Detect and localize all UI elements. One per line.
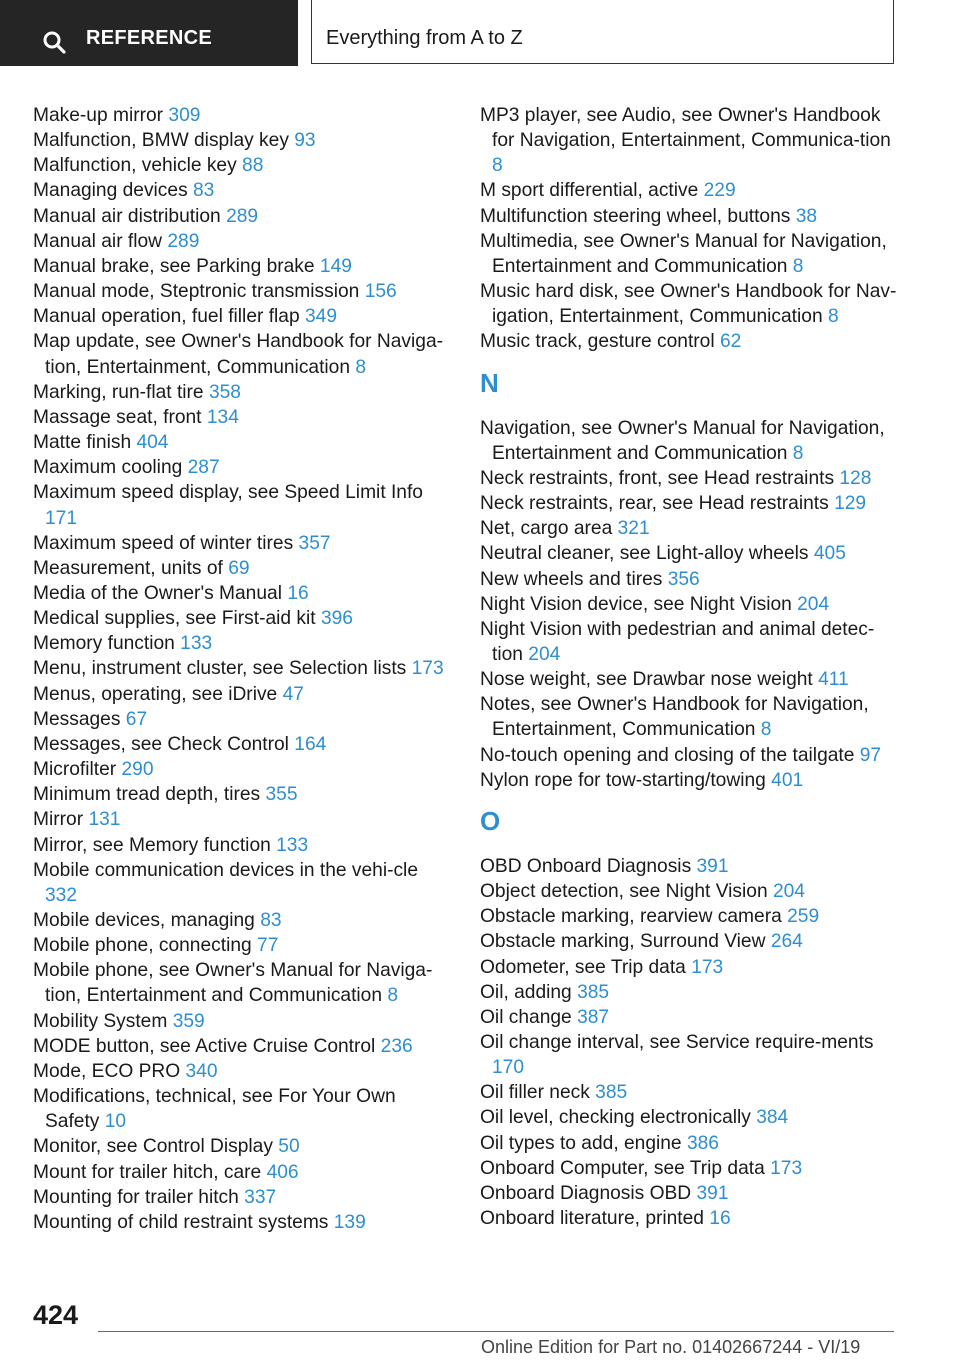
entry-text: Managing devices <box>33 180 188 202</box>
entry-text: Malfunction, BMW display key <box>33 130 289 152</box>
page-reference-link[interactable]: 264 <box>770 931 803 953</box>
page-reference-link[interactable]: 406 <box>266 1161 299 1183</box>
entry-text: Mobility System <box>33 1010 168 1032</box>
page-reference-link[interactable]: 83 <box>193 180 215 202</box>
entry-text: Modifications, technical, see For Your Own Safety <box>33 1086 396 1133</box>
index-entry <box>480 743 900 768</box>
section-title-box <box>311 0 894 64</box>
index-entry <box>33 933 453 958</box>
entry-text: Mobile devices, managing <box>33 910 255 931</box>
entry-text: Neck restraints, front, see Head restraints <box>480 467 835 489</box>
entry-text: Maximum cooling <box>33 457 183 479</box>
page-reference-link[interactable]: 171 <box>45 507 78 529</box>
index-entry <box>480 980 900 1005</box>
page-reference-link[interactable]: 289 <box>226 205 259 227</box>
entry-text: No-touch opening and closing of the tailgate <box>480 744 855 766</box>
index-entry <box>33 958 453 1008</box>
index-entry <box>33 304 453 329</box>
page-reference-link[interactable]: 287 <box>187 457 220 479</box>
index-entry <box>33 329 453 379</box>
index-entry <box>33 631 453 656</box>
page-reference-link[interactable]: 349 <box>305 306 338 328</box>
index-entry <box>33 858 453 908</box>
index-entry <box>33 531 453 556</box>
entry-text: Nose weight, see Drawbar nose weight <box>480 669 813 691</box>
entry-text: Monitor, see Control Display <box>33 1136 273 1158</box>
entry-text: Menu, instrument cluster, see Selection lists <box>33 658 407 680</box>
page-reference-link[interactable]: 170 <box>492 1057 525 1079</box>
index-entry <box>33 732 453 757</box>
entry-text: Oil change <box>480 1006 572 1028</box>
entry-text: Onboard literature, printed <box>480 1208 704 1230</box>
index-entry <box>33 682 453 707</box>
page-reference-link[interactable]: 290 <box>121 759 154 781</box>
page-reference-link[interactable]: 139 <box>333 1211 366 1233</box>
page-reference-link[interactable]: 309 <box>168 105 201 126</box>
index-column-left <box>33 103 453 1235</box>
index-entry <box>33 1034 453 1059</box>
entry-text: Oil types to add, engine <box>480 1132 682 1154</box>
page-reference-link[interactable]: 47 <box>282 683 304 705</box>
entry-text: Obstacle marking, rearview camera <box>480 906 782 928</box>
entry-text: Mobile phone, connecting <box>33 935 252 957</box>
page-reference-link[interactable]: 97 <box>859 744 882 766</box>
index-entry <box>480 854 900 879</box>
entry-text: Manual operation, fuel filler flap <box>33 306 300 328</box>
entry-text: Net, cargo area <box>480 518 613 540</box>
entry-text: Onboard Diagnosis OBD <box>480 1182 692 1204</box>
index-entry <box>480 229 900 279</box>
entry-text: Mounting for trailer hitch <box>33 1186 239 1208</box>
entry-text: Map update, see Owner's Handbook for Naviga-tion, Entertainment, Communication <box>33 331 444 378</box>
entry-text: Maximum speed of winter tires <box>33 532 294 554</box>
entry-text: Manual mode, Steptronic transmission <box>33 281 360 303</box>
index-entry <box>33 405 453 430</box>
page-reference-link[interactable]: 357 <box>298 532 331 554</box>
entry-text: Mirror, see Memory function <box>33 834 271 856</box>
entry-text: Obstacle marking, Surround View <box>480 931 766 953</box>
index-entry <box>33 782 453 807</box>
index-entry <box>480 178 900 203</box>
index-letter-o: O <box>480 805 501 836</box>
index-entry <box>33 254 453 279</box>
index-entry <box>33 178 453 203</box>
entry-text: M sport differential, active <box>480 180 699 202</box>
page-reference-link[interactable]: 10 <box>104 1111 127 1133</box>
page-reference-link[interactable]: 391 <box>696 855 729 877</box>
index-entry <box>33 204 453 229</box>
index-entry <box>33 380 453 405</box>
entry-text: Manual air flow <box>33 230 163 252</box>
index-entry <box>480 279 900 329</box>
edition-note: Online Edition for Part no. 01402667244 - VI/19 <box>481 1337 861 1357</box>
page-reference-link[interactable]: 204 <box>528 643 561 665</box>
index-column-right <box>480 103 900 1231</box>
page-reference-link[interactable]: 332 <box>45 884 78 906</box>
entry-text: Microfilter <box>33 759 117 781</box>
entry-text: Messages, see Check Control <box>33 733 289 755</box>
page-reference-link[interactable]: 387 <box>577 1006 610 1028</box>
page-reference-link[interactable]: 340 <box>185 1060 218 1082</box>
entry-text: Measurement, units of <box>33 557 223 579</box>
page-reference-link[interactable]: 8 <box>355 356 367 378</box>
index-entry <box>480 929 900 954</box>
index-entry <box>480 541 900 566</box>
entry-text: OBD Onboard Diagnosis <box>480 855 692 877</box>
index-entry <box>33 1134 453 1159</box>
entry-text: Music hard disk, see Owner's Handbook for Nav-igation, Entertainment, Communication <box>480 281 897 328</box>
index-entry <box>480 329 900 354</box>
page-reference-link[interactable]: 204 <box>772 881 805 903</box>
index-entry <box>33 229 453 254</box>
page-reference-link[interactable]: 236 <box>380 1035 413 1057</box>
index-entry <box>33 908 453 933</box>
index-entry <box>33 480 453 530</box>
page-reference-link[interactable]: 385 <box>595 1082 628 1104</box>
entry-text: Neutral cleaner, see Light-alloy wheels <box>480 543 809 565</box>
index-entry <box>33 1210 453 1235</box>
index-entry <box>33 279 453 304</box>
entry-text: Marking, run-flat tire <box>33 381 204 403</box>
reference-label: REFERENCE <box>86 27 213 49</box>
page-reference-link[interactable]: 391 <box>696 1182 729 1204</box>
entry-text: Oil change interval, see Service require-ments <box>480 1032 874 1053</box>
entry-text: Oil, adding <box>480 981 572 1003</box>
page-reference-link[interactable]: 38 <box>795 205 818 227</box>
search-icon <box>42 30 66 54</box>
index-entry <box>480 692 900 742</box>
page-reference-link[interactable]: 8 <box>792 442 804 464</box>
index-entry <box>480 1131 900 1156</box>
page-reference-link[interactable]: 401 <box>771 769 804 791</box>
entry-text: Multifunction steering wheel, buttons <box>480 205 791 227</box>
index-entry <box>33 556 453 581</box>
page-reference-link[interactable]: 149 <box>319 255 352 277</box>
entry-text: Massage seat, front <box>33 406 202 428</box>
index-entry <box>480 516 900 541</box>
page-reference-link[interactable]: 337 <box>244 1186 277 1208</box>
entry-text: Odometer, see Trip data <box>480 956 686 978</box>
page-reference-link[interactable]: 384 <box>756 1107 789 1129</box>
index-entry <box>480 955 900 980</box>
page-reference-link[interactable]: 405 <box>813 543 846 565</box>
section-title: Everything from A to Z <box>326 27 523 49</box>
page-reference-link[interactable]: 16 <box>287 582 309 604</box>
page-reference-link[interactable]: 229 <box>703 180 736 202</box>
index-entry <box>480 768 900 793</box>
page-reference-link[interactable]: 8 <box>827 306 839 328</box>
page-reference-link[interactable]: 131 <box>88 809 121 831</box>
page-number: 424 <box>33 1300 79 1330</box>
entry-text: Neck restraints, rear, see Head restraints <box>480 493 829 515</box>
index-entry <box>33 153 453 178</box>
entry-text: MP3 player, see Audio, see Owner's Handbook for Navigation, Entertainment, Communica-tion <box>480 105 891 152</box>
entry-text: Mobile communication devices in the vehi-cle <box>33 859 418 881</box>
page-reference-link[interactable]: 358 <box>208 381 241 403</box>
page-reference-link[interactable]: 16 <box>709 1208 731 1230</box>
index-entry <box>480 1105 900 1130</box>
entry-text: Medical supplies, see First-aid kit <box>33 608 316 630</box>
index-entry <box>480 103 900 178</box>
index-entry <box>33 656 453 681</box>
page-reference-link[interactable]: 359 <box>172 1010 205 1032</box>
entry-text: Malfunction, vehicle key <box>33 155 237 177</box>
entry-text: Object detection, see Night Vision <box>480 881 768 903</box>
page-reference-link[interactable]: 164 <box>294 733 327 755</box>
index-entry <box>480 1005 900 1030</box>
index-entry <box>33 128 453 153</box>
entry-text: MODE button, see Active Cruise Control <box>33 1035 376 1057</box>
index-entry <box>480 491 900 516</box>
index-entry <box>480 592 900 617</box>
entry-text: Music track, gesture control <box>480 331 715 353</box>
entry-text: Messages <box>33 708 121 730</box>
page-reference-link[interactable]: 204 <box>797 593 830 615</box>
page-reference-link[interactable]: 93 <box>294 130 316 152</box>
index-entry <box>33 103 453 128</box>
page-reference-link[interactable]: 83 <box>260 910 282 931</box>
page-reference-link[interactable]: 356 <box>667 568 700 590</box>
page-reference-link[interactable]: 129 <box>834 493 867 515</box>
index-entry <box>480 1206 900 1231</box>
index-entry <box>33 1084 453 1134</box>
page-reference-link[interactable]: 62 <box>719 331 742 353</box>
index-entry <box>33 833 453 858</box>
entry-text: Onboard Computer, see Trip data <box>480 1157 765 1179</box>
page-reference-link[interactable]: 133 <box>276 834 309 856</box>
index-entry <box>480 567 900 592</box>
page-reference-link[interactable]: 8 <box>387 985 399 1007</box>
page-reference-link[interactable]: 67 <box>125 708 148 730</box>
page-reference-link[interactable]: 156 <box>364 281 397 303</box>
entry-text: Night Vision device, see Night Vision <box>480 593 792 615</box>
index-entry <box>33 1185 453 1210</box>
entry-text: New wheels and tires <box>480 568 663 590</box>
page-reference-link[interactable]: 50 <box>278 1136 300 1158</box>
index-entry <box>33 581 453 606</box>
entry-text: Matte finish <box>33 432 132 454</box>
index-group-n <box>480 416 900 793</box>
page-reference-link[interactable]: 128 <box>839 467 872 489</box>
index-entry <box>33 430 453 455</box>
page-reference-link[interactable]: 8 <box>760 719 772 741</box>
index-entry <box>33 1160 453 1185</box>
index-entry <box>480 1030 900 1080</box>
page-reference-link[interactable]: 173 <box>691 956 724 978</box>
index-entry <box>33 606 453 631</box>
page-reference-link[interactable]: 173 <box>411 658 444 680</box>
page-reference-link[interactable]: 69 <box>228 557 250 579</box>
index-entry <box>480 466 900 491</box>
page-reference-link[interactable]: 289 <box>167 230 200 252</box>
page-reference-link[interactable]: 133 <box>180 633 213 655</box>
page-reference-link[interactable]: 355 <box>265 784 298 806</box>
index-entry <box>480 1080 900 1105</box>
index-entry <box>480 879 900 904</box>
entry-text: Navigation, see Owner's Manual for Navigation, Entertainment and Communication <box>480 417 885 464</box>
entry-text: Oil level, checking electronically <box>480 1107 751 1129</box>
index-entry <box>33 1059 453 1084</box>
page-reference-link[interactable]: 173 <box>770 1157 803 1179</box>
entry-text: Make-up mirror <box>33 105 164 126</box>
page-reference-link[interactable]: 88 <box>242 155 264 177</box>
entry-text: Night Vision with pedestrian and animal detec-tion <box>480 618 875 665</box>
entry-text: Maximum speed display, see Speed Limit Info <box>33 482 423 504</box>
index-entry <box>33 455 453 480</box>
index-entry <box>480 204 900 229</box>
index-entry <box>33 1009 453 1034</box>
index-group-o <box>480 854 900 1231</box>
index-entry <box>33 807 453 832</box>
entry-text: Mount for trailer hitch, care <box>33 1161 262 1183</box>
index-entry <box>480 1156 900 1181</box>
index-entry <box>480 416 900 466</box>
page-reference-link[interactable]: 8 <box>792 255 804 277</box>
page-header <box>0 0 960 66</box>
entry-text: Mode, ECO PRO <box>33 1060 181 1082</box>
entry-text: Manual brake, see Parking brake <box>33 255 315 277</box>
index-entry <box>480 667 900 692</box>
page-reference-link[interactable]: 8 <box>492 155 503 177</box>
index-entry <box>33 707 453 732</box>
entry-text: Minimum tread depth, tires <box>33 784 261 806</box>
page-reference-link[interactable]: 396 <box>320 608 353 630</box>
page-reference-link[interactable]: 411 <box>818 669 849 691</box>
page-reference-link[interactable]: 386 <box>686 1132 719 1154</box>
entry-text: Oil filler neck <box>480 1082 590 1104</box>
entry-text: Menus, operating, see iDrive <box>33 683 278 705</box>
entry-text: Mobile phone, see Owner's Manual for Naviga-tion, Entertainment and Communication <box>33 960 433 1007</box>
entry-text: Multimedia, see Owner's Manual for Navigation, Entertainment and Communication <box>480 230 887 277</box>
entry-text: Nylon rope for tow-starting/towing <box>480 769 766 791</box>
index-entry <box>33 757 453 782</box>
page-reference-link[interactable]: 134 <box>206 406 239 428</box>
page-reference-link[interactable]: 385 <box>577 981 610 1003</box>
footer-divider <box>98 1331 894 1332</box>
entry-text: Manual air distribution <box>33 205 221 227</box>
page-reference-link[interactable]: 404 <box>136 432 169 454</box>
index-entry <box>480 904 900 929</box>
page-reference-link[interactable]: 77 <box>257 935 279 957</box>
page-reference-link[interactable]: 321 <box>617 518 650 540</box>
entry-text: Notes, see Owner's Handbook for Navigation, Entertainment, Communication <box>480 694 869 741</box>
entry-text: Mounting of child restraint systems <box>33 1211 329 1233</box>
entry-text: Media of the Owner's Manual <box>33 582 282 604</box>
index-entry <box>480 1181 900 1206</box>
index-entry <box>480 617 900 667</box>
index-letter-n: N <box>480 367 499 398</box>
reference-tab[interactable] <box>0 0 298 66</box>
entry-text: Memory function <box>33 633 175 655</box>
page-reference-link[interactable]: 259 <box>787 906 820 928</box>
index-group-m-continued <box>480 103 900 355</box>
entry-text: Mirror <box>33 809 84 831</box>
